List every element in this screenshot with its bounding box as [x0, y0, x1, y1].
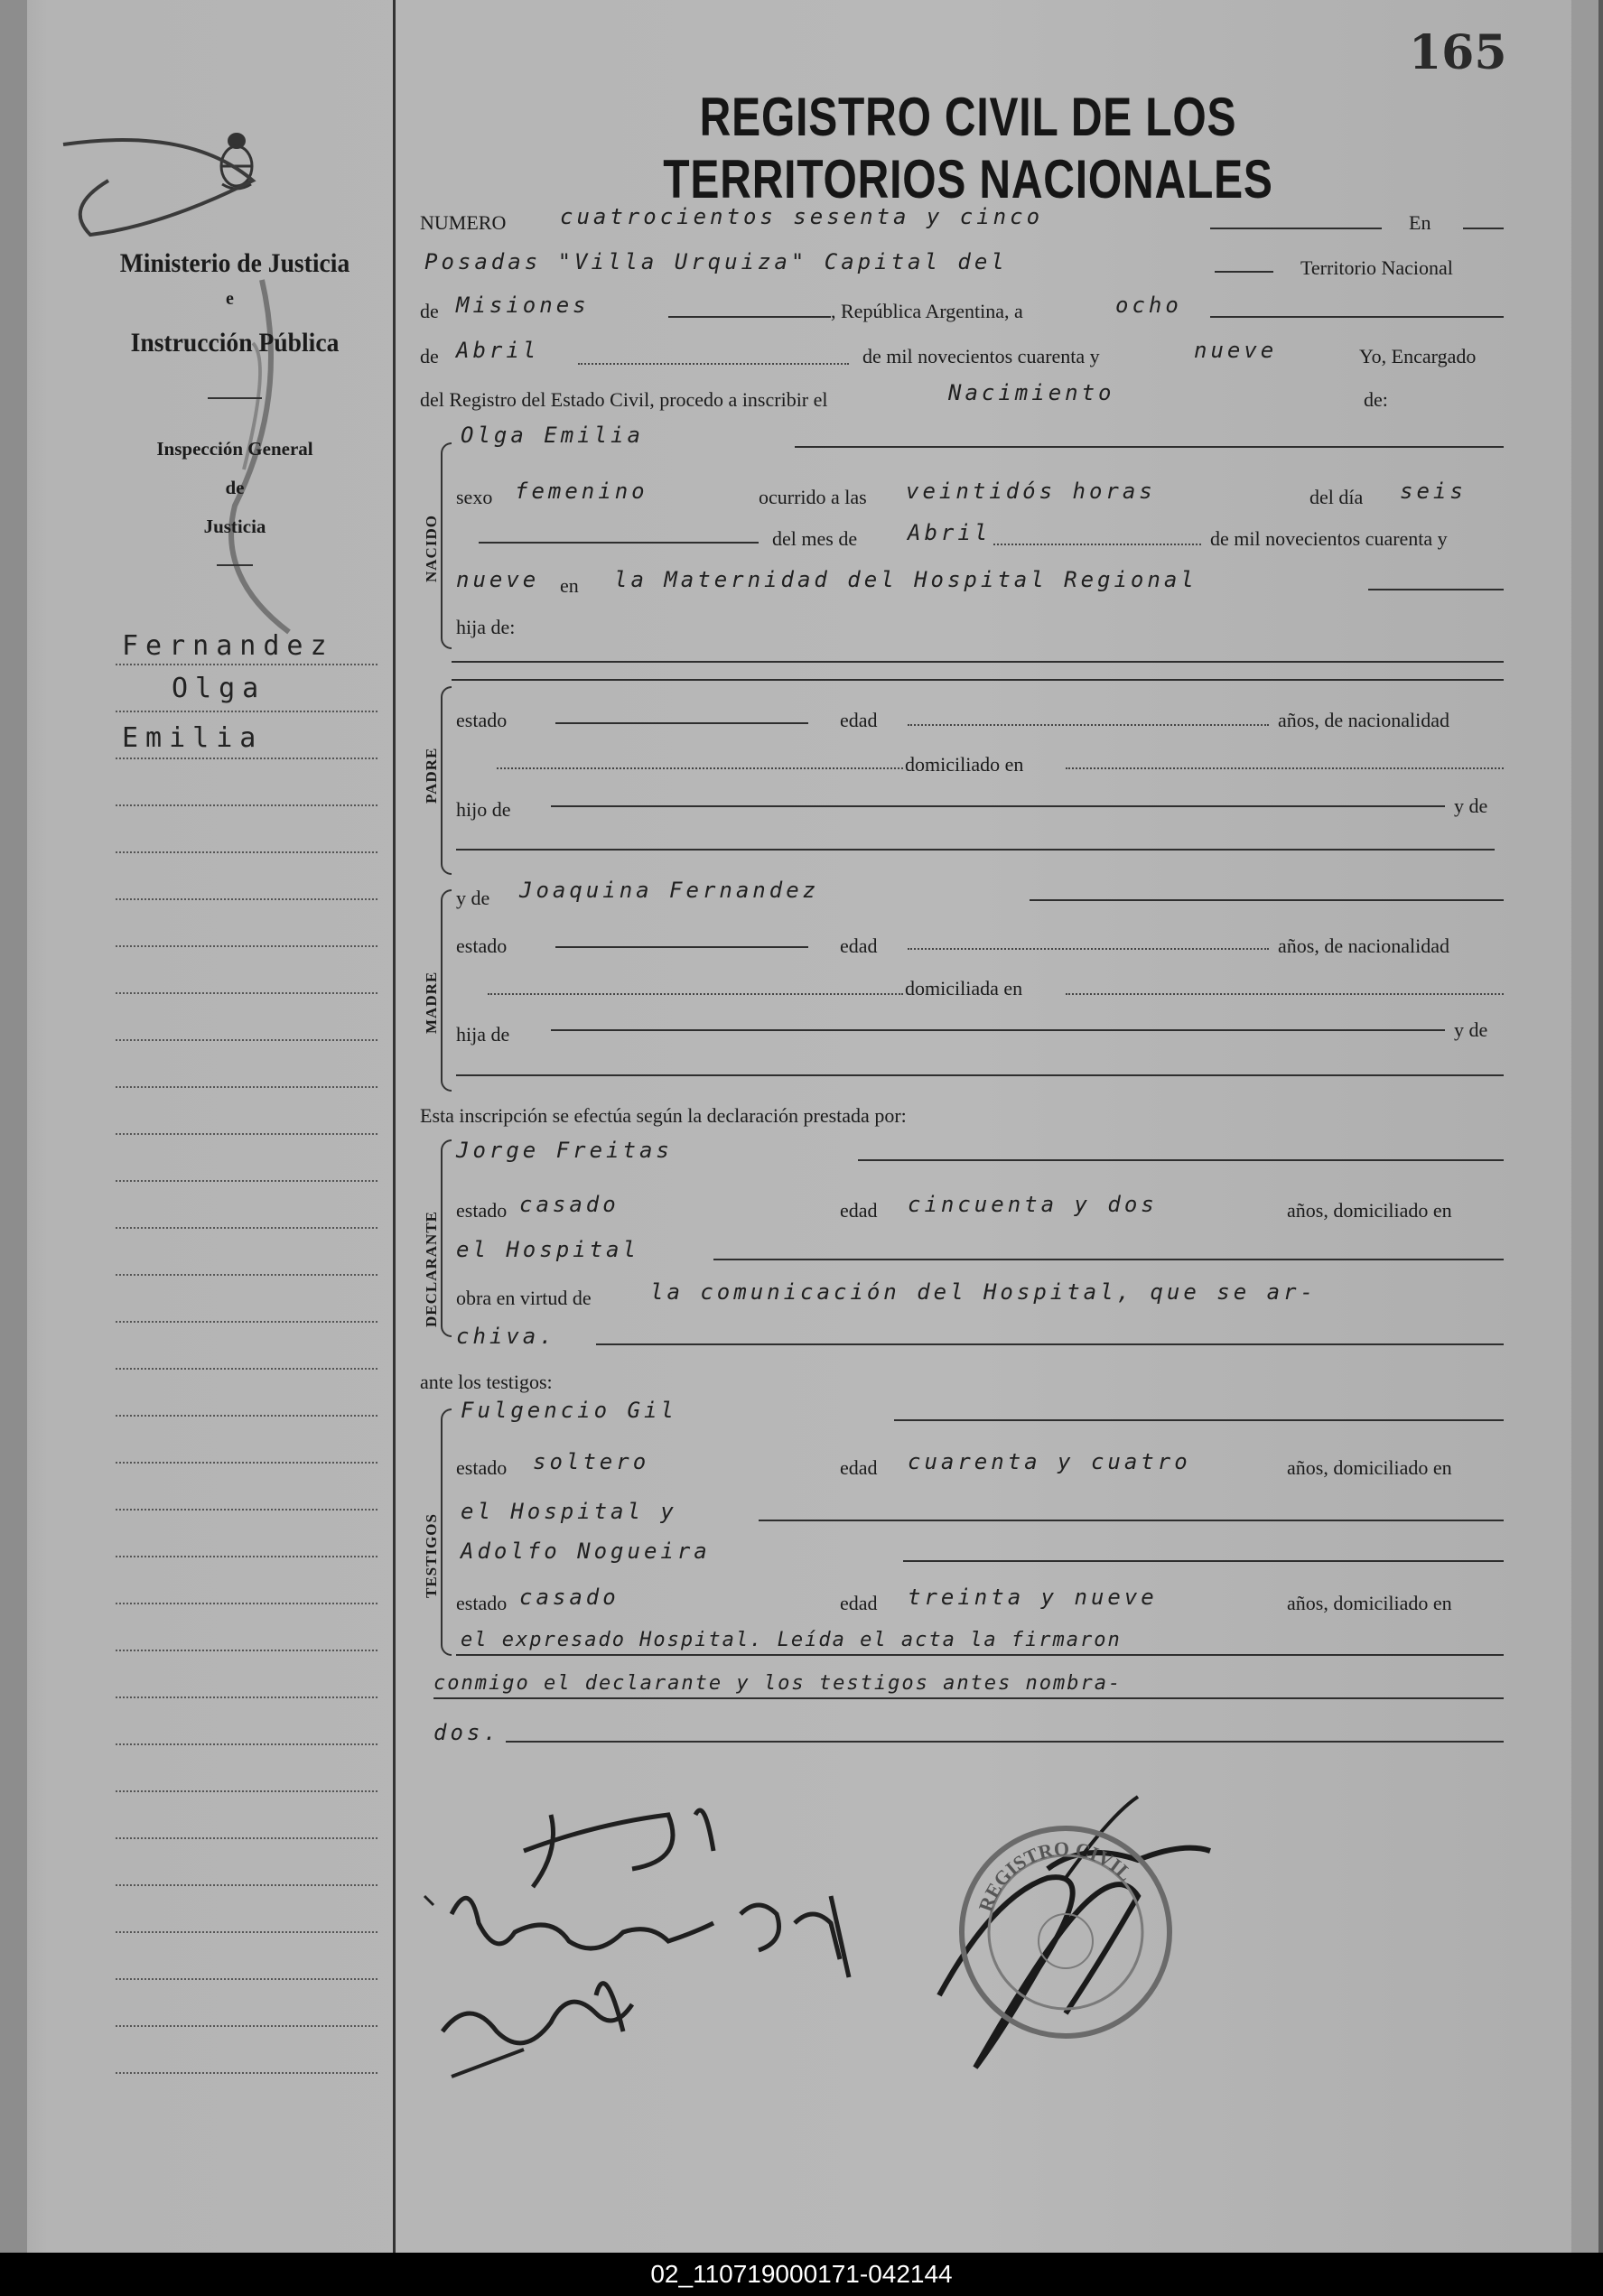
rule: [908, 724, 1269, 726]
hora-value: veintidós horas: [906, 479, 1156, 504]
ocurrido-label: ocurrido a las: [759, 486, 867, 508]
testigo1-anos-label: años, domiciliado en: [1287, 1456, 1452, 1479]
rule: [551, 805, 1445, 807]
lugar-value: la Maternidad del Hospital Regional: [614, 567, 1198, 592]
rule: [479, 542, 759, 544]
footer-filename: 02_110719000171-042144: [650, 2260, 953, 2288]
nacido-brace: [441, 442, 452, 649]
margin-ruled-line: [116, 1790, 377, 1792]
rule: [596, 1343, 1504, 1345]
margin-ruled-line: [116, 1133, 377, 1135]
margin-ruled-line: [116, 945, 377, 947]
testigo2-estado-label: estado: [456, 1592, 508, 1614]
ministry-e: e: [226, 289, 234, 309]
madre-anos-label: años, de nacionalidad: [1278, 934, 1449, 957]
signatures-drawing: [415, 1761, 1319, 2140]
declarante-domicilio-value: el Hospital: [456, 1237, 639, 1262]
padre-hijo-label: hijo de: [456, 798, 511, 821]
ministry-line-2: Instrucción Pública: [130, 328, 340, 358]
dia-value: seis: [1400, 479, 1467, 504]
margin-ruled-line: [116, 1462, 377, 1464]
rule: [858, 1159, 1504, 1161]
obra-value-2: chiva.: [456, 1324, 556, 1349]
margin-first-name: Olga: [172, 673, 266, 704]
mes-label: del mes de: [772, 527, 858, 550]
page-number: 165: [1409, 25, 1507, 80]
declarante-estado-label: estado: [456, 1199, 508, 1222]
inspection-line-1: Inspección General: [156, 438, 313, 460]
nacido-label: NACIDO: [423, 515, 440, 582]
margin-middle-name: Emilia: [122, 722, 264, 754]
stamp-text: REGISTRO CIVIL: [974, 1836, 1137, 1915]
madre-y-de2-label: y de: [1454, 1018, 1488, 1041]
inspection-line-3: Justicia: [203, 516, 266, 537]
margin-ruled-line: [116, 711, 377, 712]
month-value: Abril: [456, 338, 540, 363]
madre-edad-label: edad: [840, 934, 878, 957]
rule: [668, 316, 831, 318]
declarante-edad-value: cincuenta y dos: [908, 1192, 1158, 1217]
mes-value: Abril: [908, 520, 992, 545]
margin-ruled-line: [116, 1086, 377, 1088]
declarante-name-value: Jorge Freitas: [456, 1138, 673, 1163]
margin-ruled-line: [116, 1274, 377, 1276]
margin-ruled-line: [116, 1509, 377, 1511]
hija-label: hija de:: [456, 616, 516, 638]
declarante-anos-label: años, domiciliado en: [1287, 1199, 1452, 1222]
rule: [795, 446, 1504, 448]
dia-label: del día: [1309, 486, 1364, 508]
rule: [456, 849, 1495, 851]
rule: [551, 1029, 1445, 1031]
declarante-brace: [441, 1139, 452, 1337]
ministry-line-1: Ministerio de Justicia: [119, 248, 350, 278]
rule: [456, 1074, 1504, 1076]
obra-label: obra en virtud de: [456, 1287, 592, 1309]
testigo1-edad-label: edad: [840, 1456, 878, 1479]
rule: [452, 661, 1504, 663]
rule: [1210, 316, 1504, 318]
testigo2-edad-label: edad: [840, 1592, 878, 1614]
margin-ruled-line: [116, 1743, 377, 1745]
margin-ruled-line: [116, 2072, 377, 2074]
sexo-value: femenino: [515, 479, 648, 504]
rule: [1463, 228, 1504, 229]
testigo2-domicilio-value: el expresado Hospital. Leída el acta la firmaron: [461, 1629, 1122, 1651]
margin-ruled-line: [116, 1227, 377, 1229]
rule: [1066, 767, 1504, 769]
margin-ruled-line: [116, 1368, 377, 1370]
madre-estado-label: estado: [456, 934, 508, 957]
mil-label: de mil novecientos cuarenta y: [862, 345, 1100, 367]
nacido-name-value: Olga Emilia: [461, 423, 644, 448]
territorio-value: Misiones: [456, 293, 590, 318]
padre-label: PADRE: [423, 747, 440, 804]
margin-ruled-line: [116, 1321, 377, 1323]
rule: [456, 1654, 1504, 1656]
rule: [1066, 993, 1504, 995]
sidebar-divider-2: [217, 564, 253, 566]
testigo1-estado-value: soltero: [533, 1449, 650, 1474]
rule: [578, 363, 849, 365]
testigos-label: ante los testigos:: [420, 1371, 553, 1393]
svg-text:REGISTRO CIVIL: [974, 1837, 1136, 1915]
rule: [1215, 271, 1273, 273]
declarante-estado-value: casado: [519, 1192, 620, 1217]
de2-label: de: [420, 345, 439, 367]
testigo1-name-value: Fulgencio Gil: [461, 1398, 677, 1423]
numero-value: cuatrocientos sesenta y cinco: [560, 204, 1044, 229]
rule: [908, 948, 1269, 950]
book-binding: [0, 0, 27, 2253]
rule: [713, 1259, 1504, 1260]
declarante-edad-label: edad: [840, 1199, 878, 1222]
testigo2-estado-value: casado: [519, 1585, 620, 1610]
margin-ruled-line: [116, 1650, 377, 1651]
margin-ruled-line: [116, 1180, 377, 1182]
madre-label: MADRE: [423, 971, 440, 1034]
closing-line-1: conmigo el declarante y los testigos antes nombra-: [433, 1672, 1123, 1695]
rule: [555, 722, 808, 724]
numero-label: NUMERO: [420, 211, 507, 234]
rule: [506, 1741, 1504, 1743]
padre-domiciliado-label: domiciliado en: [905, 753, 1024, 776]
nacido-mil-label: de mil novecientos cuarenta y: [1210, 527, 1448, 550]
testigos-brace: [441, 1408, 452, 1656]
en-label: En: [1409, 211, 1431, 234]
testigo1-estado-label: estado: [456, 1456, 508, 1479]
sidebar-divider: [208, 397, 262, 399]
madre-y-de-label: y de: [456, 887, 490, 909]
rule: [894, 1419, 1504, 1421]
margin-ruled-line: [116, 1931, 377, 1933]
margin-ruled-line: [116, 898, 377, 900]
padre-edad-label: edad: [840, 709, 878, 731]
rule: [433, 1697, 1504, 1699]
madre-name-value: Joaquina Fernandez: [519, 878, 820, 903]
padre-brace: [441, 686, 452, 875]
declaracion-label: Esta inscripción se efectúa según la declaración prestada por:: [420, 1104, 907, 1127]
rule: [993, 544, 1201, 545]
madre-domiciliada-label: domiciliada en: [905, 977, 1023, 999]
rule: [497, 767, 903, 769]
document-title: REGISTRO CIVIL DE LOS TERRITORIOS NACIONALES: [663, 87, 1273, 209]
padre-y-de-label: y de: [1454, 795, 1488, 817]
rule: [1368, 589, 1504, 590]
margin-ruled-line: [116, 804, 377, 806]
day-value: ocho: [1115, 293, 1182, 318]
rule: [759, 1520, 1504, 1521]
testigo1-domicilio-value: el Hospital y: [461, 1499, 677, 1524]
testigo1-edad-value: cuarenta y cuatro: [908, 1449, 1191, 1474]
madre-brace: [441, 889, 452, 1092]
margin-separator: [393, 0, 396, 2253]
margin-signature-scrawl: [54, 126, 325, 668]
rule: [903, 1560, 1504, 1562]
de3-label: de:: [1364, 388, 1388, 411]
margin-ruled-line: [116, 758, 377, 759]
margin-ruled-line: [116, 1603, 377, 1604]
padre-estado-label: estado: [456, 709, 508, 731]
testigo2-name-value: Adolfo Nogueira: [461, 1538, 711, 1564]
registro-label: del Registro del Estado Civil, procedo a inscribir el: [420, 388, 828, 411]
yo-label: Yo, Encargado: [1359, 345, 1477, 367]
declarante-label: DECLARANTE: [423, 1210, 440, 1327]
margin-ruled-line: [116, 1884, 377, 1886]
page-edge: [1571, 0, 1598, 2253]
margin-ruled-line: [116, 1978, 377, 1980]
rule: [1030, 899, 1504, 901]
rule: [452, 679, 1504, 681]
margin-ruled-line: [116, 2025, 377, 2027]
place-value: Posadas "Villa Urquiza" Capital del: [424, 249, 1008, 274]
nacido-en-label: en: [560, 574, 579, 597]
testigos-section-label: TESTIGOS: [423, 1513, 440, 1598]
margin-surname: Fernandez: [122, 630, 334, 662]
rule: [555, 946, 808, 948]
testigo2-anos-label: años, domiciliado en: [1287, 1592, 1452, 1614]
obra-value: la comunicación del Hospital, que se ar-: [650, 1279, 1317, 1305]
margin-ruled-line: [116, 851, 377, 853]
year-value: nueve: [1194, 338, 1278, 363]
de-label: de: [420, 300, 439, 322]
official-stamp: [953, 1819, 1179, 2045]
sexo-label: sexo: [456, 486, 493, 508]
act-value: Nacimiento: [948, 380, 1115, 405]
territorio-label: Territorio Nacional: [1300, 256, 1453, 279]
margin-ruled-line: [116, 1039, 377, 1041]
testigo2-edad-value: treinta y nueve: [908, 1585, 1158, 1610]
margin-ruled-line: [116, 1415, 377, 1417]
margin-ruled-line: [116, 1696, 377, 1698]
margin-ruled-line: [116, 1837, 377, 1839]
madre-hija-label: hija de: [456, 1023, 510, 1046]
nacido-year-value: nueve: [456, 567, 540, 592]
margin-ruled-line: [116, 992, 377, 994]
rule: [488, 993, 903, 995]
margin-ruled-line: [116, 1556, 377, 1557]
inspection-line-2: de: [225, 477, 245, 498]
republica-label: , República Argentina, a: [831, 300, 1023, 322]
padre-anos-label: años, de nacionalidad: [1278, 709, 1449, 731]
closing-line-2: dos.: [433, 1720, 500, 1745]
rule: [1210, 228, 1382, 229]
margin-ruled-line: [116, 664, 377, 665]
